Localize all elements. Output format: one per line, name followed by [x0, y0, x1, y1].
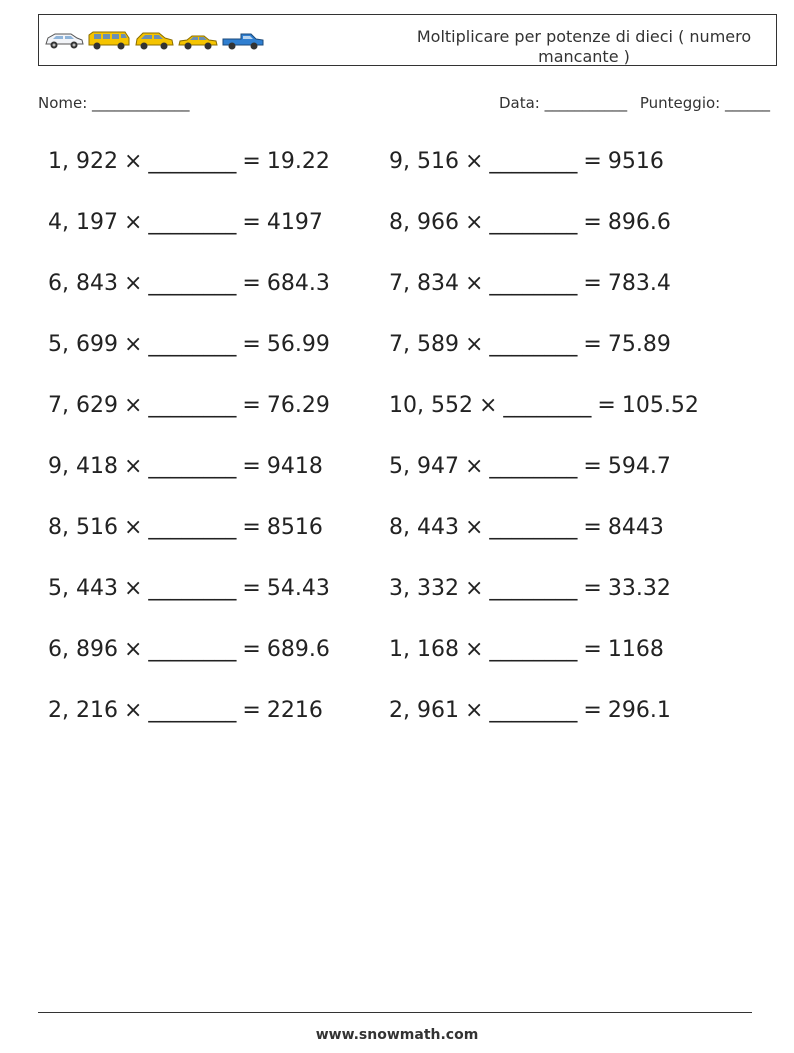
problem: 7, 834 × ________ = 783.4 [389, 271, 671, 296]
blue-pickup-icon [221, 29, 265, 51]
problem: 5, 947 × ________ = 594.7 [389, 454, 671, 479]
problem: 6, 843 × ________ = 684.3 [48, 271, 330, 296]
score-field: Punteggio: ______ [639, 94, 770, 112]
problem: 5, 443 × ________ = 54.43 [48, 576, 330, 601]
date-field: Data: ___________ [498, 94, 628, 112]
worksheet-title: Moltiplicare per potenze di dieci ( numero mancante ) [416, 27, 752, 66]
problem: 8, 516 × ________ = 8516 [48, 515, 323, 540]
yellow-hatchback-icon [133, 29, 175, 51]
footer-website: www.snowmath.com [315, 1027, 479, 1043]
name-field: Nome: _____________ [38, 94, 190, 112]
problem: 7, 589 × ________ = 75.89 [389, 332, 671, 357]
yellow-van-icon [87, 29, 131, 51]
problem: 10, 552 × ________ = 105.52 [389, 393, 699, 418]
worksheet-header [38, 14, 777, 66]
problem: 6, 896 × ________ = 689.6 [48, 637, 330, 662]
problem: 9, 418 × ________ = 9418 [48, 454, 323, 479]
problem: 9, 516 × ________ = 9516 [389, 149, 664, 174]
problem: 1, 168 × ________ = 1168 [389, 637, 664, 662]
white-suv-icon [43, 29, 85, 51]
problem: 5, 699 × ________ = 56.99 [48, 332, 330, 357]
footer-divider [38, 1012, 752, 1013]
problem: 8, 966 × ________ = 896.6 [389, 210, 671, 235]
problem: 2, 216 × ________ = 2216 [48, 698, 323, 723]
problem: 8, 443 × ________ = 8443 [389, 515, 664, 540]
problem: 2, 961 × ________ = 296.1 [389, 698, 671, 723]
yellow-taxi-icon [177, 29, 219, 51]
problem: 3, 332 × ________ = 33.32 [389, 576, 671, 601]
date-score-fields [499, 94, 770, 112]
problem: 7, 629 × ________ = 76.29 [48, 393, 330, 418]
problem: 4, 197 × ________ = 4197 [48, 210, 323, 235]
problem: 1, 922 × ________ = 19.22 [48, 149, 330, 174]
car-icons-strip [43, 29, 265, 51]
